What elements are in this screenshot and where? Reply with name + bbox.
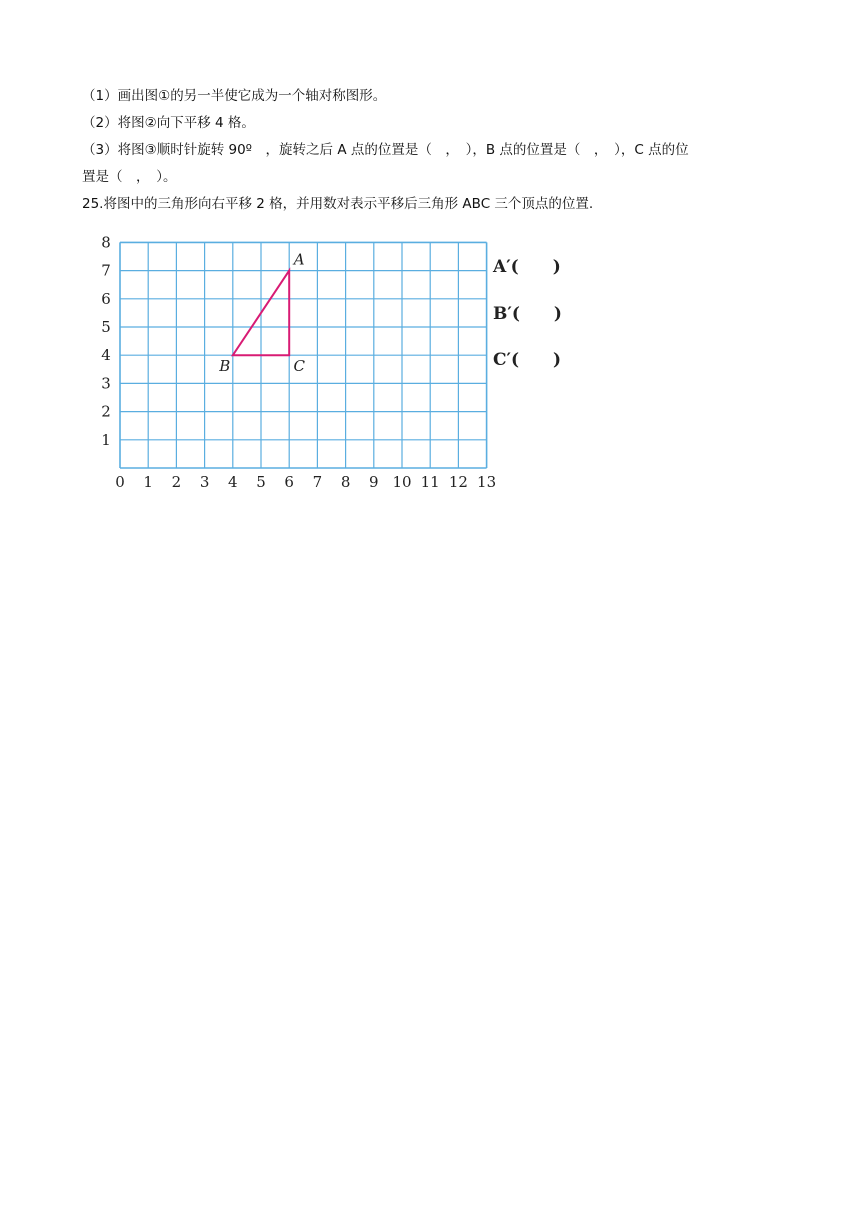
question-2: （2）将图②向下平移 4 格。	[82, 115, 255, 131]
x-tick-label: 8	[340, 473, 351, 491]
x-tick-label: 5	[256, 473, 266, 491]
x-tick-label: 7	[312, 473, 323, 491]
y-tick-label: 5	[101, 318, 111, 336]
answer-c-prime: C′( )	[493, 350, 562, 370]
x-tick-label: 3	[199, 473, 210, 491]
x-tick-label: 4	[228, 473, 238, 491]
question-25: 25.将图中的三角形向右平移 2 格，并用数对表示平移后三角形 ABC 三个顶点的位置.	[82, 196, 594, 212]
y-tick-label: 8	[101, 233, 111, 252]
x-tick-label: 12	[448, 473, 468, 491]
answer-a-prime: A′( )	[493, 257, 561, 277]
x-tick-label: 2	[171, 473, 182, 491]
vertex-label-a: A	[293, 250, 305, 269]
y-tick-label: 7	[101, 261, 111, 280]
y-tick-label: 3	[101, 374, 111, 393]
y-tick-label: 6	[101, 289, 111, 308]
y-tick-label: 4	[101, 346, 111, 365]
vertex-label-b: B	[219, 357, 231, 376]
x-tick-label: 0	[115, 473, 125, 491]
question-1: （1）画出图①的另一半使它成为一个轴对称图形。	[82, 88, 387, 104]
coordinate-grid-figure	[90, 228, 510, 498]
x-tick-label: 6	[284, 473, 294, 491]
vertex-label-c: C	[293, 357, 305, 376]
x-tick-label: 1	[143, 473, 153, 491]
y-tick-label: 2	[101, 402, 111, 421]
x-tick-label: 9	[369, 473, 379, 491]
y-tick-label: 1	[101, 430, 111, 449]
answer-b-prime: B′( )	[493, 304, 562, 324]
x-tick-label: 13	[477, 473, 497, 491]
question-3-line-1: （3）将图③顺时针旋转 90º ，旋转之后 A 点的位置是（ ， ），B 点的位置是（ ， ），C 点的位	[82, 142, 689, 158]
x-tick-label: 11	[420, 473, 440, 491]
question-3-line-2: 置是（ ， ）。	[82, 169, 177, 185]
x-tick-label: 10	[392, 473, 412, 491]
